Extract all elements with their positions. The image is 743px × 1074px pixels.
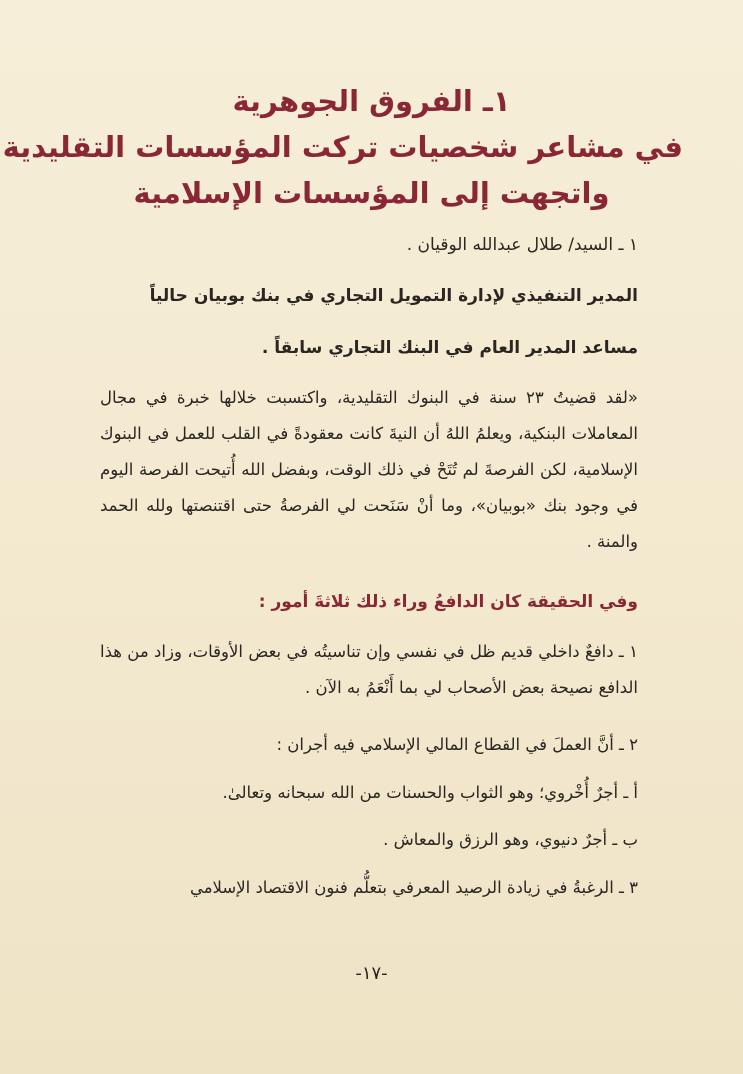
reason-1: ١ ـ دافعٌ داخلي قديم ظل في نفسي وإن تناسيتُه في بعض الأوقات، وزاد من هذا الدافع نصيحة بعض الأصحاب لي بما أَنْعَمُ به الآن . bbox=[100, 642, 638, 697]
title-line-2: في مشاعر شخصيات تركت المؤسسات التقليدية bbox=[2, 130, 683, 164]
reasons-heading: وفي الحقيقة كان الدافعُ وراء ذلك ثلاثةَ أمور : bbox=[258, 592, 638, 612]
reason-2-sub-b: ب ـ أجرٌ دنيوي، وهو الرزق والمعاش . bbox=[383, 830, 638, 849]
testimony-paragraph: «لقد قضيتُ ٢٣ سنة في البنوك التقليدية، واكتسبت خلالها خبرة في مجال المعاملات البنكية، ويعلمُ اللهُ أن النيةَ كانت معقودةً في القلب للعمل في البنوك الإسلامية، لكن الفرصةَ لم تُتَحْ في ذلك الوقت، وبفضل الله أُتيحت الفرصة اليوم في وجود بنك «بوبيان»، وما أنْ سَنَحت لي الفرصةُ حتى اقتنصتها ولله الحمد والمنة . bbox=[100, 388, 638, 551]
reason-2: ٢ ـ أنَّ العملَ في القطاع المالي الإسلامي فيه أجران : bbox=[276, 735, 638, 754]
person-name: ١ ـ السيد/ طلال عبدالله الوقيان . bbox=[406, 235, 638, 255]
page-number: -١٧- bbox=[355, 963, 388, 984]
reason-2-sub-a: أ ـ أجرٌ أُخْروي؛ وهو الثواب والحسنات من الله سبحانه وتعالىٰ. bbox=[222, 783, 638, 802]
title-line-1: ١ـ الفروق الجوهرية bbox=[232, 84, 511, 118]
title-line-3: واتجهت إلى المؤسسات الإسلامية bbox=[133, 176, 610, 210]
current-role: المدير التنفيذي لإدارة التمويل التجاري في بنك بوبيان حالياً bbox=[149, 286, 638, 306]
previous-role: مساعد المدير العام في البنك التجاري سابقاً . bbox=[261, 338, 638, 358]
chapter-title bbox=[2, 78, 683, 216]
reason-3: ٣ ـ الرغبةُ في زيادة الرصيد المعرفي بتعلُّم فنون الاقتصاد الإسلامي bbox=[189, 878, 638, 897]
